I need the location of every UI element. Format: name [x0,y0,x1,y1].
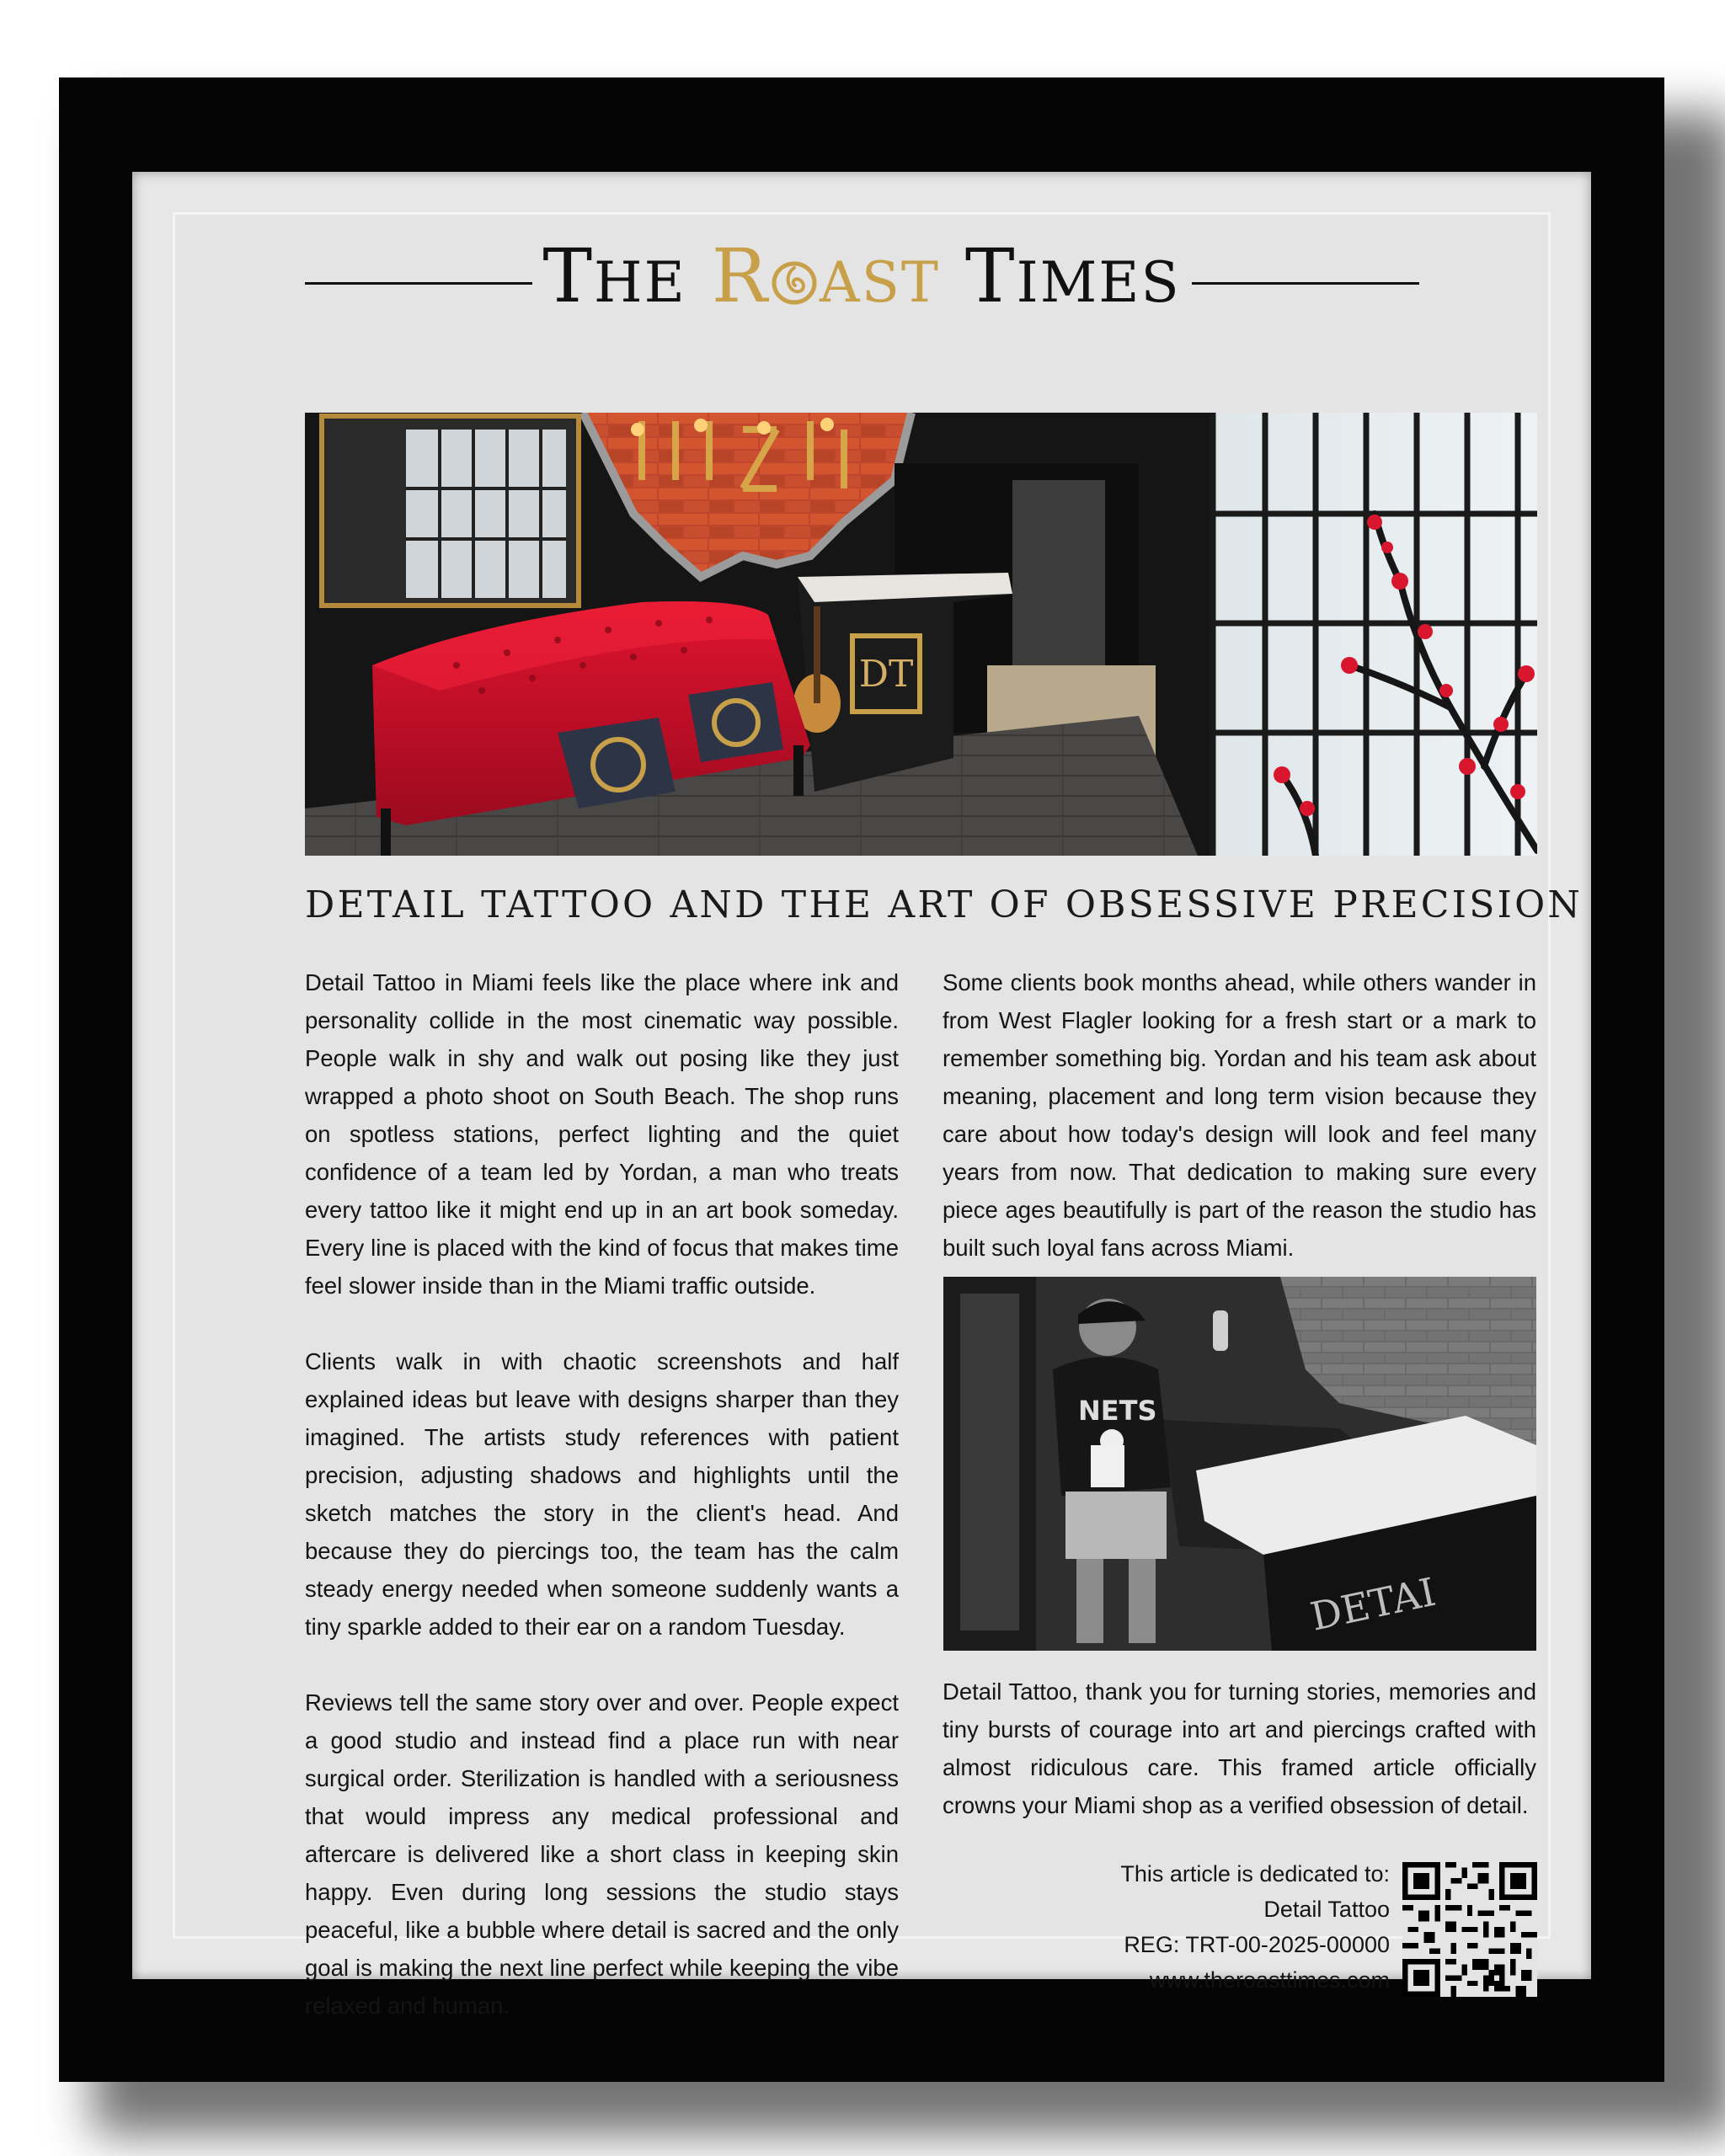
article-paragraph: Detail Tattoo, thank you for turning stories, memories and tiny bursts of courage into art and piercings crafted with almost ridiculous care. This framed article officially crowns your Miami shop as a verified obsession of detail. [943,1678,1536,1818]
masthead-word-the-rest: HE [594,250,686,315]
tattoo-studio-lobby-photo [305,413,1537,856]
svg-text:DT: DT [858,653,914,696]
svg-text:NETS: NETS [1078,1395,1157,1427]
masthead-word-times-rest: IMES [1016,250,1181,315]
article-column-right-top [943,963,1536,1267]
masthead-word-the-cap: T [542,232,595,319]
article-column-left [305,963,899,2025]
qr-code[interactable] [1402,1862,1537,1997]
masthead-word-roast-rest: AST [820,250,940,315]
article-paragraph: Clients walk in with chaotic screenshots and half explained ideas but leave with designs sharper than they imagined. The artists study references with patient precision, adjusting shadows and highlights until the sketch matches the story in the client's head. And because they do piercings too, the team has the calm steady energy needed when someone suddenly wants a tiny sparkle added to their ear on a random Tuesday. [305,1348,899,1640]
article-paragraph: Some clients book months ahead, while others wander in from West Flagler looking for a fresh start or a mark to remember something big. Yordan and his team ask about meaning, placement and long term vision because they care about how today's design will look and feel many years from now. That dedication to making sure every piece ages beautifully is part of the reason the studio has built such loyal fans across Miami. [943,969,1536,1261]
article-paragraph: Reviews tell the same story over and over. People expect a good studio and instead find a place run with near surgical order. Sterilization is handled with a seriousness that would impress any medical professional and aftercare is delivered like a short class in keeping skin happy. Even during long sessions the studio stays peaceful, like a bubble where detail is sacred and the only goal is making the next line perfect while keeping the vibe relaxed and human. [305,1689,899,2019]
article-headline: DETAIL TATTOO AND THE ART OF OBSESSIVE PRECISION [305,883,1583,926]
masthead-word-roast-cap: R [711,232,770,319]
article-column-right-bottom [943,1673,1536,1824]
article-paragraph: Detail Tattoo in Miami feels like the place where ink and personality collide in the most cinematic way possible. People walk in shy and walk out posing like they just wrapped a photo shoot on South Beach. The shop runs on spotless stations, perfect lighting and the quiet confidence of a team led by Yordan, a man who treats every tattoo like it might end up in an art book someday. Every line is placed with the kind of focus that makes time feel slower inside than in the Miami traffic outside. [305,969,899,1299]
dedication-line: This article is dedicated to: [1120,1861,1390,1886]
picture-frame [59,77,1664,2082]
svg-text:DETAI: DETAI [1306,1568,1440,1640]
website-link[interactable]: www.theroasttimes.com [1149,1967,1390,1993]
frame-mat [132,172,1591,2019]
registration-number: REG: TRT-00-2025-00000 [1124,1932,1390,1957]
dedication-block [991,1856,1390,1998]
masthead-word-times-cap: T [964,232,1017,319]
roast-o-swirl-icon [769,237,820,293]
masthead-title [132,234,1591,325]
dedication-name: Detail Tattoo [1263,1897,1390,1922]
tattoo-artist-bw-photo [943,1277,1536,1651]
masthead [132,172,1591,319]
